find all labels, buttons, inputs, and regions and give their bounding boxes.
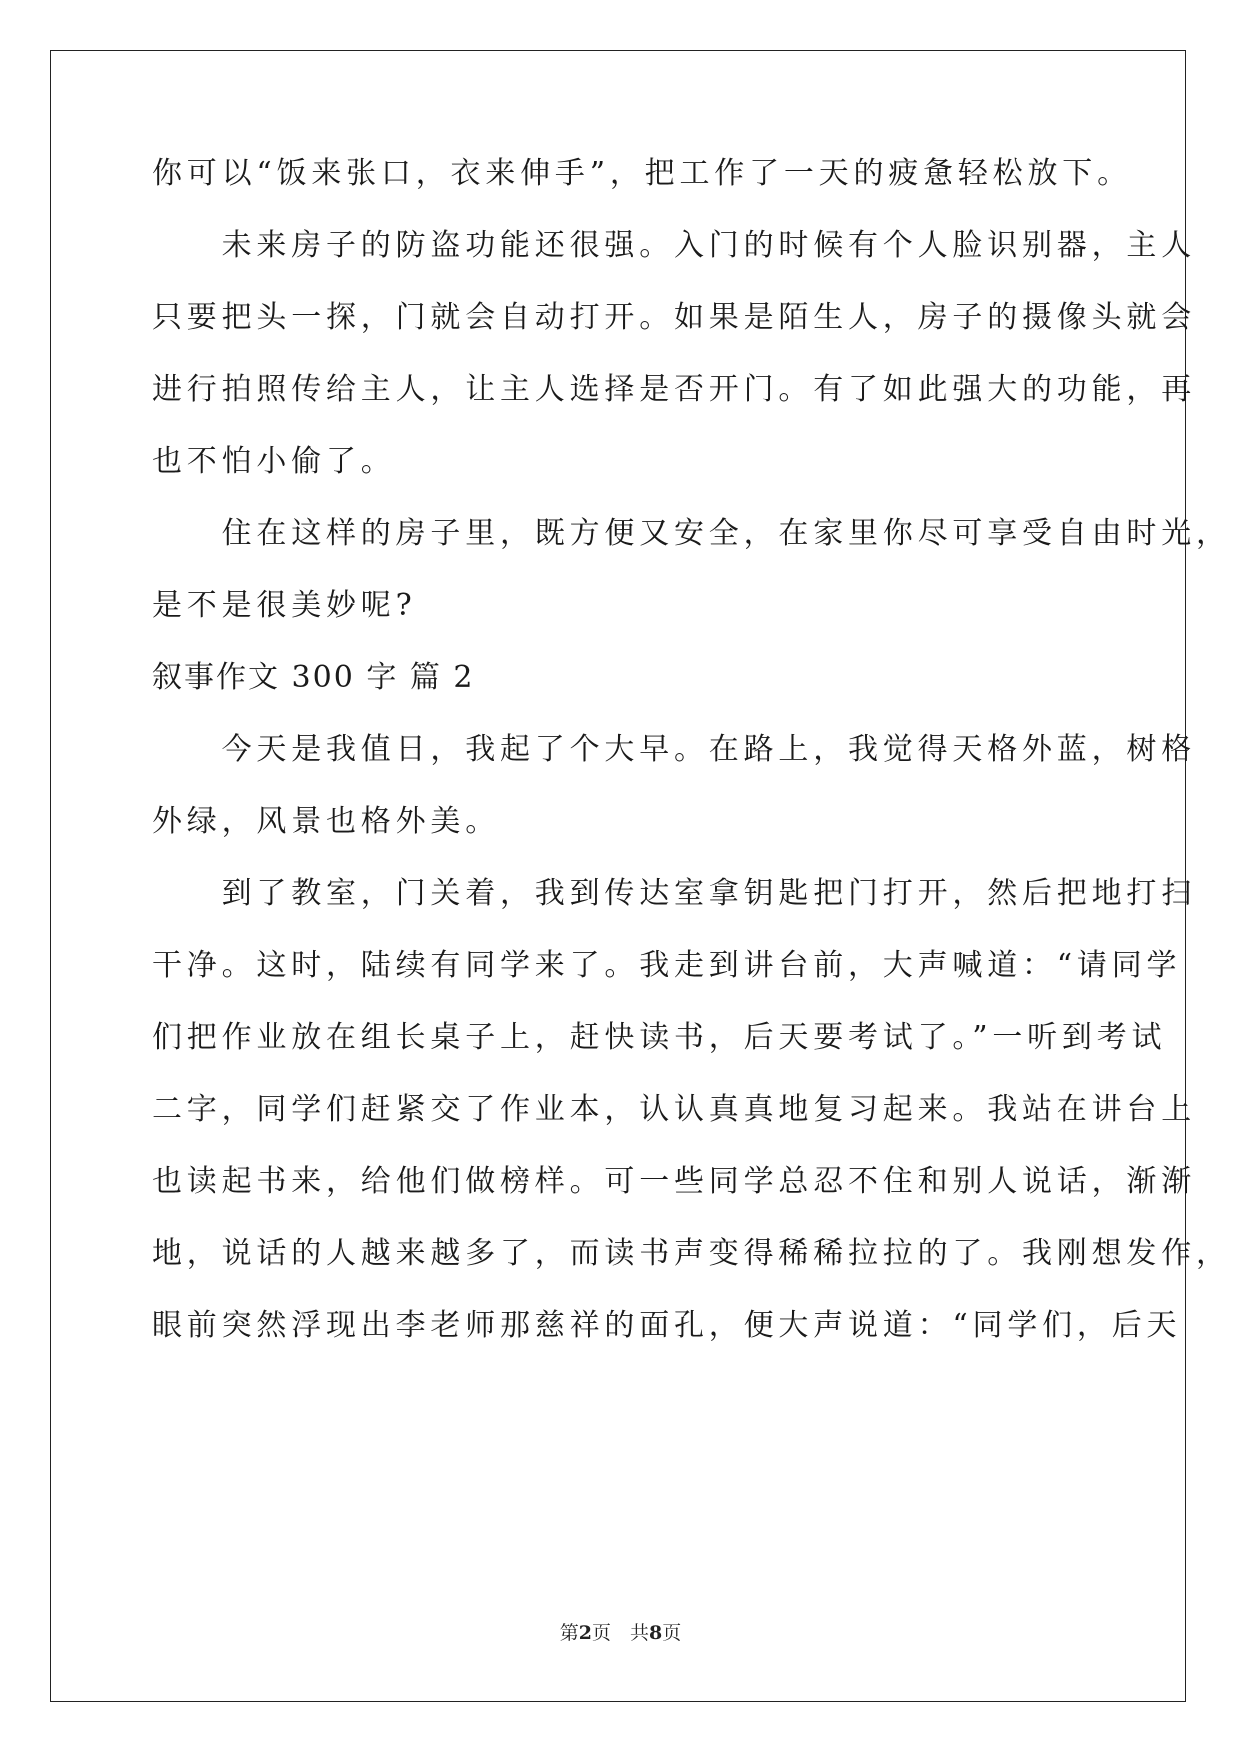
text-line: 今天是我值日，我起了个大早。在路上，我觉得天格外蓝，树格 [152, 732, 1196, 767]
page-current: 2 [578, 1622, 592, 1644]
text-line: 干净。这时，陆续有同学来了。我走到讲台前，大声喊道：“请同学 [152, 948, 1182, 983]
text-line: 住在这样的房子里，既方便又安全，在家里你尽可享受自由时光， [152, 516, 1231, 551]
text-line: 们把作业放在组长桌子上，赶快读书，后天要考试了。”一听到考试 [152, 1020, 1167, 1055]
text-line: 外绿，风景也格外美。 [152, 804, 500, 839]
text-line: 地，说话的人越来越多了，而读书声变得稀稀拉拉的了。我刚想发作， [152, 1236, 1231, 1271]
text-line: 眼前突然浮现出李老师那慈祥的面孔，便大声说道：“同学们，后天 [152, 1308, 1182, 1343]
text-line: 也读起书来，给他们做榜样。可一些同学总忍不住和别人说话，渐渐 [152, 1164, 1196, 1199]
section-heading: 叙事作文 300 字 篇 2 [152, 660, 475, 695]
page-label-prefix: 第 [559, 1622, 579, 1644]
page-label-mid: 页 共 [591, 1622, 649, 1644]
text-line: 进行拍照传给主人，让主人选择是否开门。有了如此强大的功能，再 [152, 372, 1196, 407]
text-line: 只要把头一探，门就会自动打开。如果是陌生人，房子的摄像头就会 [152, 300, 1196, 335]
page-label-suffix: 页 [662, 1622, 682, 1644]
text-line: 你可以“饭来张口，衣来伸手”，把工作了一天的疲惫轻松放下。 [152, 156, 1132, 191]
text-line: 也不怕小偷了。 [152, 444, 396, 479]
page-total: 8 [649, 1622, 663, 1644]
page-footer [0, 1620, 1241, 1646]
text-line: 到了教室，门关着，我到传达室拿钥匙把门打开，然后把地打扫 [152, 876, 1196, 911]
text-line: 未来房子的防盗功能还很强。入门的时候有个人脸识别器，主人 [152, 228, 1196, 263]
text-line: 是不是很美妙呢? [152, 588, 417, 623]
text-line: 二字，同学们赶紧交了作业本，认认真真地复习起来。我站在讲台上 [152, 1092, 1196, 1127]
